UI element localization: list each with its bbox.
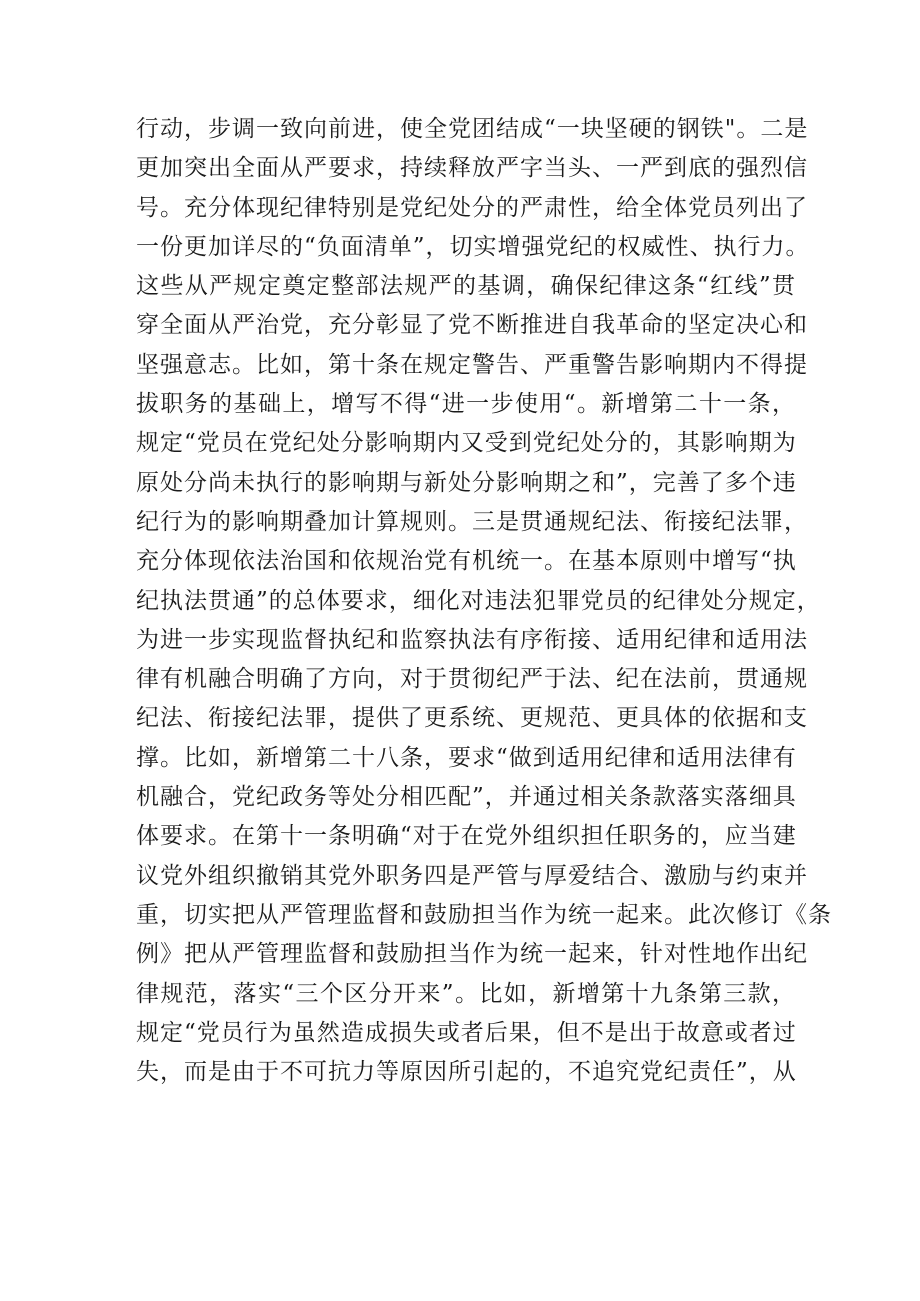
- text-line-7: 坚强意志。比如，第十条在规定警告、严重警告影响期内不得提: [136, 351, 808, 378]
- text-line-13: 纪执法贯通”的总体要求，细化对违法犯罪党员的纪律处分规定，: [136, 587, 821, 614]
- text-line-14: 为进一步实现监督执纪和监察执法有序衔接、适用纪律和适用法: [136, 626, 808, 653]
- text-line-15: 律有机融合明确了方向，对于贯彻纪严于法、纪在法前，贯通规: [136, 666, 808, 693]
- text-line-3: 号。充分体现纪律特别是党纪处分的严肃性，给全体党员列出了: [136, 194, 808, 221]
- text-line-20: 议党外组织撤销其党外职务四是严管与厚爱结合、激励与约束并: [136, 862, 808, 889]
- text-line-1: 行动，步调一致向前进，使全党团结成“一块坚硬的钢铁"。二是: [136, 116, 809, 142]
- text-line-24: 规定“党员行为虽然造成损失或者后果，但不是出于故意或者过: [136, 1019, 797, 1046]
- text-line-16: 纪法、衔接纪法罪，提供了更系统、更规范、更具体的依据和支: [136, 705, 808, 732]
- text-line-21: 重，切实把从严管理监督和鼓励担当作为统一起来。此次修订《条: [136, 901, 832, 928]
- text-line-19: 体要求。在第十一条明确“对于在党外组织担任职务的，应当建: [136, 823, 797, 850]
- text-line-11: 纪行为的影响期叠加计算规则。三是贯通规纪法、衔接纪法罪，: [136, 508, 808, 535]
- text-line-10: 原处分尚未执行的影响期与新处分影响期之和”，完善了多个违: [136, 469, 797, 496]
- text-line-22: 例》把从严管理监督和鼓励担当作为统一起来，针对性地作出纪: [136, 941, 808, 968]
- text-line-25: 失，而是由于不可抗力等原因所引起的，不追究党纪责任”，从: [136, 1059, 797, 1086]
- text-line-6: 穿全面从严治党，充分彰显了党不断推进自我革命的坚定决心和: [136, 312, 808, 339]
- text-line-17: 撑。比如，新增第二十八条，要求“做到适用纪律和适用法律有: [136, 744, 797, 771]
- text-line-9: 规定“党员在党纪处分影响期内又受到党纪处分的，其影响期为: [136, 430, 797, 457]
- text-line-18: 机融合，党纪政务等处分相匹配”，并通过相关条款落实落细具: [136, 784, 797, 811]
- text-line-4: 一份更加详尽的“负面清单”，切实增强党纪的权威性、执行力。: [136, 233, 810, 260]
- text-line-2: 更加突出全面从严要求，持续释放严字当头、一严到底的强烈信: [136, 155, 808, 182]
- body-text: [136, 110, 832, 1092]
- text-line-5: 这些从严规定奠定整部法规严的基调，确保纪律这条“红线”贯: [136, 273, 796, 300]
- text-line-8: 拔职务的基础上，增写不得“进一步使用“。新增第二十一条，: [136, 391, 796, 418]
- text-line-23: 律规范，落实“三个区分开来”。比如，新增第十九条第三款，: [136, 980, 796, 1007]
- text-line-12: 充分体现依法治国和依规治党有机统一。在基本原则中增写“执: [136, 548, 797, 575]
